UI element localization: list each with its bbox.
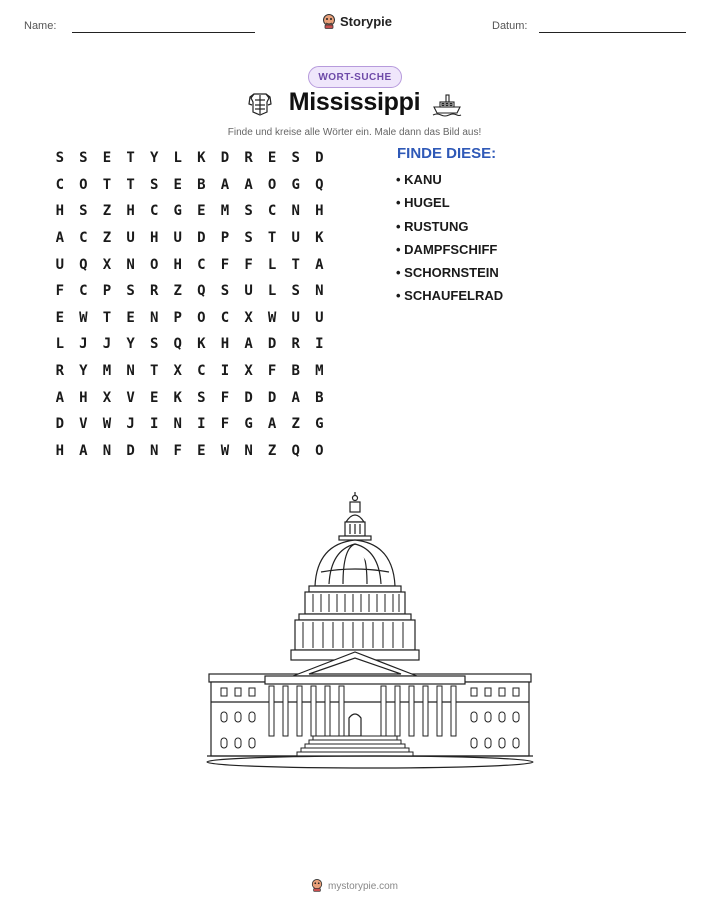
grid-letter[interactable]: Y [149,150,159,167]
grid-letter[interactable]: W [102,416,112,433]
grid-letter[interactable]: Z [102,230,112,247]
grid-letter[interactable]: U [315,309,324,326]
grid-letter[interactable]: I [149,416,159,433]
grid-letter[interactable]: D [267,336,277,353]
date-label: Datum: [492,20,528,32]
grid-letter[interactable]: V [126,389,135,406]
grid-letter[interactable]: D [267,389,277,406]
grid-letter[interactable]: H [126,203,135,220]
grid-row [48,411,331,438]
grid-row [48,145,331,172]
word-item: • KANU [396,172,442,187]
brand-logo [322,13,392,29]
footer [0,878,709,895]
grid-letter[interactable]: T [126,176,135,193]
grid-letter[interactable]: N [126,256,135,273]
grid-row [48,358,331,385]
grid-letter[interactable]: N [244,442,253,459]
grid-letter[interactable]: C [79,283,88,300]
grid-letter[interactable]: A [79,442,88,459]
grid-letter[interactable]: B [291,363,300,380]
grid-letter[interactable]: N [291,203,300,220]
grid-letter[interactable]: H [55,203,65,220]
word-list [396,171,503,311]
grid-letter[interactable]: E [197,442,206,459]
grid-letter[interactable]: S [126,283,135,300]
grid-letter[interactable]: H [315,203,324,220]
grid-letter[interactable]: R [291,336,300,353]
grid-letter[interactable]: O [315,442,324,459]
grid-letter[interactable]: Q [315,176,324,193]
grid-letter[interactable]: R [244,150,253,167]
date-line[interactable] [539,32,686,33]
grid-row [48,384,331,411]
grid-letter[interactable]: P [220,230,230,247]
grid-letter[interactable]: S [79,150,88,167]
grid-row [48,225,331,252]
grid-letter[interactable]: X [244,363,253,380]
grid-letter[interactable]: L [267,256,277,273]
grid-letter[interactable]: Q [173,336,182,353]
grid-letter[interactable]: X [102,389,112,406]
storypie-mascot-icon [311,878,323,895]
grid-letter[interactable]: S [244,230,253,247]
grid-letter[interactable]: N [126,363,135,380]
grid-letter[interactable]: Q [291,442,300,459]
grid-letter[interactable]: L [267,283,277,300]
grid-letter[interactable]: I [197,416,206,433]
grid-letter[interactable]: S [55,150,65,167]
grid-letter[interactable]: C [55,176,65,193]
grid-letter[interactable]: D [244,389,253,406]
grid-letter[interactable]: Q [79,256,88,273]
grid-letter[interactable]: F [220,389,230,406]
grid-row [48,331,331,358]
grid-letter[interactable]: T [126,150,135,167]
grid-letter[interactable]: O [267,176,277,193]
grid-letter[interactable]: U [173,230,182,247]
grid-letter[interactable]: H [149,230,159,247]
grid-letter[interactable]: E [173,176,182,193]
grid-letter[interactable]: A [55,389,65,406]
grid-letter[interactable]: K [173,389,182,406]
grid-letter[interactable]: K [197,336,206,353]
grid-letter[interactable]: E [55,309,65,326]
name-line[interactable] [72,32,255,33]
grid-letter[interactable]: O [79,176,88,193]
grid-letter[interactable]: L [173,150,182,167]
grid-letter[interactable]: F [220,416,230,433]
grid-letter[interactable]: E [126,309,135,326]
name-label: Name: [24,20,57,32]
grid-letter[interactable]: G [315,416,324,433]
grid-letter[interactable]: F [244,256,253,273]
grid-letter[interactable]: Y [79,363,88,380]
wordsearch-badge: WORT-SUCHE [308,66,402,88]
grid-row [48,198,331,225]
grid-letter[interactable]: P [102,283,112,300]
grid-letter[interactable]: I [220,363,230,380]
grid-letter[interactable]: D [55,416,65,433]
grid-letter[interactable]: H [173,256,182,273]
grid-letter[interactable]: F [55,283,65,300]
grid-letter[interactable]: S [291,150,300,167]
grid-row [48,438,331,465]
grid-letter[interactable]: S [149,336,159,353]
word-search-grid[interactable] [48,145,331,464]
grid-letter[interactable]: Y [126,336,135,353]
grid-letter[interactable]: U [126,230,135,247]
grid-letter[interactable]: C [149,203,159,220]
grid-letter[interactable]: D [220,150,230,167]
grid-letter[interactable]: T [102,309,112,326]
grid-letter[interactable]: R [149,283,159,300]
grid-row [48,305,331,332]
grid-letter[interactable]: D [197,230,206,247]
grid-letter[interactable]: A [315,256,324,273]
grid-letter[interactable]: T [102,176,112,193]
grid-letter[interactable]: C [197,363,206,380]
grid-letter[interactable]: T [291,256,300,273]
grid-letter[interactable]: M [102,363,112,380]
capitol-coloring-picture[interactable] [205,492,535,779]
brand-name: Storypie [340,13,393,29]
grid-letter[interactable]: X [173,363,182,380]
grid-letter[interactable]: E [267,150,277,167]
grid-letter[interactable]: Z [267,442,277,459]
grid-letter[interactable]: S [291,283,300,300]
grid-letter[interactable]: R [55,363,65,380]
grid-row [48,278,331,305]
grid-row [48,172,331,199]
grid-letter[interactable]: N [149,309,159,326]
grid-letter[interactable]: U [244,283,253,300]
grid-letter[interactable]: H [220,336,230,353]
grid-letter[interactable]: C [79,230,88,247]
grid-letter[interactable]: A [244,336,253,353]
grid-letter[interactable]: Q [197,283,206,300]
grid-letter[interactable]: E [197,203,206,220]
grid-letter[interactable]: W [267,309,277,326]
grid-letter[interactable]: A [220,176,230,193]
grid-letter[interactable]: B [315,389,324,406]
grid-letter[interactable]: G [173,203,182,220]
grid-letter[interactable]: V [79,416,88,433]
grid-letter[interactable]: J [79,336,88,353]
grid-letter[interactable]: S [220,283,230,300]
grid-letter[interactable]: U [55,256,65,273]
grid-letter[interactable]: U [291,309,300,326]
grid-row [48,251,331,278]
grid-letter[interactable]: C [267,203,277,220]
grid-letter[interactable]: N [173,416,182,433]
grid-letter[interactable]: J [102,336,112,353]
grid-letter[interactable]: C [220,309,230,326]
grid-letter[interactable]: C [197,256,206,273]
grid-letter[interactable]: X [244,309,253,326]
grid-letter[interactable]: J [126,416,135,433]
grid-letter[interactable]: W [79,309,88,326]
grid-letter[interactable]: B [197,176,206,193]
grid-letter[interactable]: A [267,416,277,433]
page-title: Mississippi [288,88,421,116]
word-item: • DAMPFSCHIFF [396,241,498,257]
grid-letter[interactable]: K [197,150,206,167]
grid-letter[interactable]: X [102,256,112,273]
instructions: Finde und kreise alle Wörter ein. Male dann das Bild aus! [227,127,482,138]
grid-letter[interactable]: F [220,256,230,273]
grid-letter[interactable]: E [102,150,112,167]
steamboat-icon [432,93,462,122]
grid-letter[interactable]: A [291,389,300,406]
grid-letter[interactable]: D [315,150,324,167]
grid-letter[interactable]: F [267,363,277,380]
grid-letter[interactable]: A [244,176,253,193]
grid-letter[interactable]: S [244,203,253,220]
grid-letter[interactable]: M [220,203,230,220]
grid-letter[interactable]: E [149,389,159,406]
grid-letter[interactable]: O [197,309,206,326]
word-item: • SCHAUFELRAD [396,288,504,304]
grid-letter[interactable]: D [126,442,135,459]
grid-letter[interactable]: N [149,442,159,459]
grid-letter[interactable]: S [79,203,88,220]
grid-letter[interactable]: F [173,442,182,459]
grid-letter[interactable]: K [315,230,324,247]
grid-letter[interactable]: G [244,416,253,433]
word-item: • RUSTUNG [396,218,469,234]
grid-letter[interactable]: N [102,442,112,459]
grid-letter[interactable]: S [197,389,206,406]
grid-letter[interactable]: H [55,442,65,459]
grid-letter[interactable]: U [291,230,300,247]
grid-letter[interactable]: L [55,336,65,353]
word-list-title: FINDE DIESE: [397,145,497,162]
word-item: • SCHORNSTEIN [396,265,499,281]
word-item: • HUGEL [396,195,450,211]
grid-letter[interactable]: Z [173,283,182,300]
grid-letter[interactable]: T [149,363,159,380]
grid-letter[interactable]: Z [291,416,300,433]
grid-letter[interactable]: N [315,283,324,300]
storypie-mascot-icon [322,13,336,29]
grid-letter[interactable]: I [315,336,324,353]
footer-url[interactable]: mystorypie.com [327,881,398,892]
grid-letter[interactable]: S [149,176,159,193]
grid-letter[interactable]: Z [102,203,112,220]
grid-letter[interactable]: M [315,363,324,380]
grid-letter[interactable]: W [220,442,230,459]
grid-letter[interactable]: T [267,230,277,247]
grid-letter[interactable]: P [173,309,182,326]
grid-letter[interactable]: A [55,230,65,247]
grid-letter[interactable]: G [291,176,300,193]
grid-letter[interactable]: H [79,389,88,406]
grid-letter[interactable]: O [149,256,159,273]
